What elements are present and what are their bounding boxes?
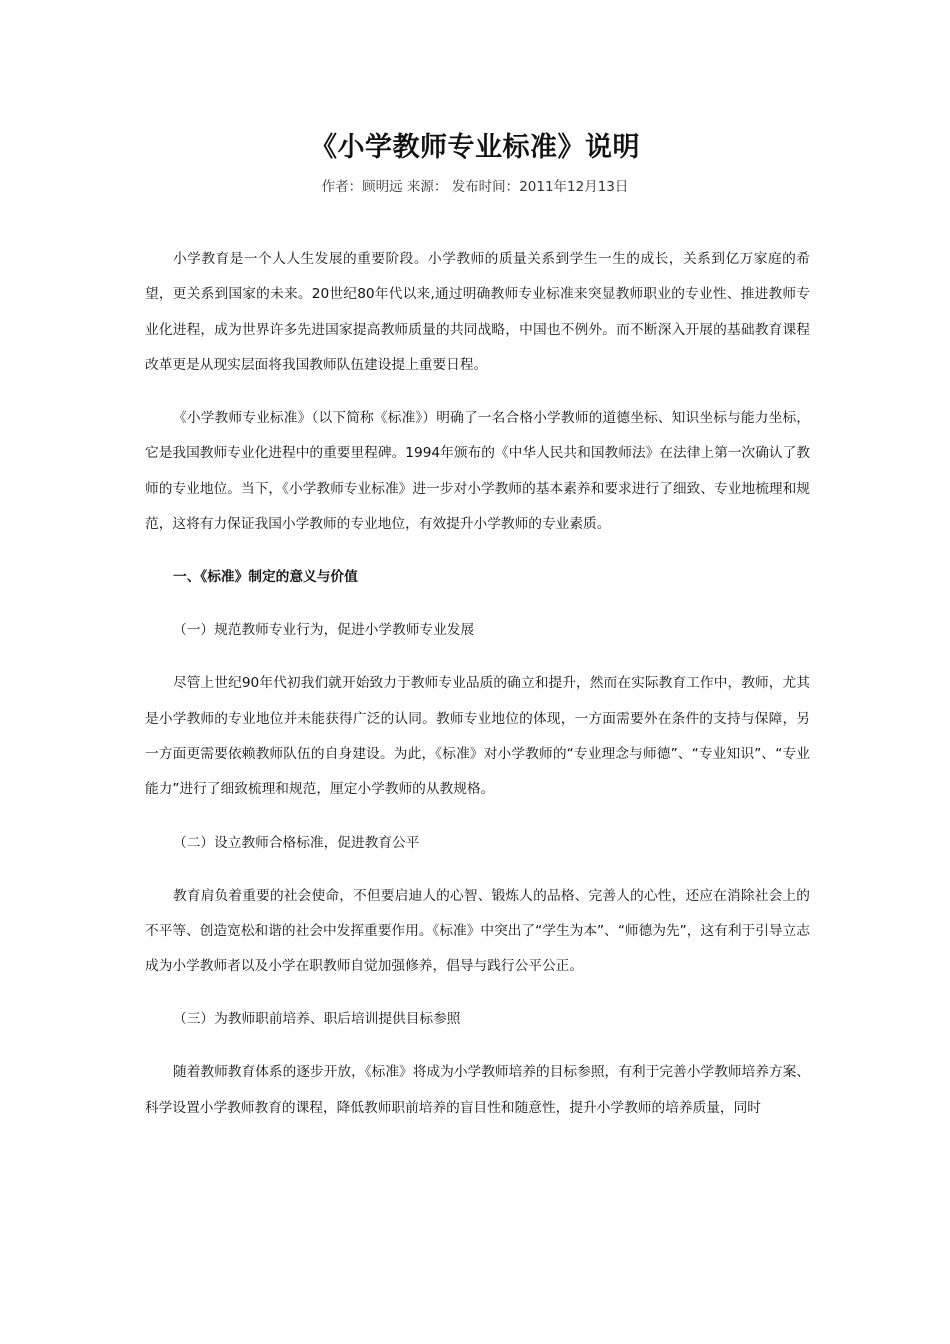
subsection-paragraph: 教育肩负着重要的社会使命，不但要启迪人的心智、锻炼人的品格、完善人的心性，还应在消除社会上的不平等、创造宽松和谐的社会中发挥重要作用。《标准》中突出了“学生为本”、“师德为先”，这有利于引导立志成为小学教师者以及小学在职教师自觉加强修养，倡导与践行公平公正。 (145, 887, 810, 975)
section-heading: 一、《标准》制定的意义与价值 (173, 569, 358, 586)
page-title: 《小学教师专业标准》说明 (310, 132, 640, 163)
subsection-heading: （一）规范教师专业行为，促进小学教师专业发展 (173, 622, 475, 639)
author-label: 作者： (321, 179, 363, 195)
author-name: 顾明远 (362, 179, 403, 195)
article-body (145, 242, 810, 1144)
date-label: 发布时间： (451, 179, 520, 195)
subsection-paragraph: 随着教师教育体系的逐步开放，《标准》将成为小学教师培养的目标参照，有利于完善小学教师培养方案、科学设置小学教师教育的课程，降低教师职前培养的盲目性和随意性，提升小学教师的培养质量，同时 (145, 1064, 810, 1116)
source-label: 来源： (406, 179, 448, 195)
paragraph-intro: 小学教育是一个人人生发展的重要阶段。小学教师的质量关系到学生一生的成长，关系到亿万家庭的希望，更关系到国家的未来。20世纪80年代以来,通过明确教师专业标准来突显教师职业的专业性、推进教师专业化进程，成为世界许多先进国家提高教师质量的共同战略，中国也不例外。而不断深入开展的基础教育课程改革更是从现实层面将我国教师队伍建设提上重要日程。 (145, 251, 810, 373)
publish-date: 2011年12月13日 (519, 179, 629, 195)
subsection-heading: （三）为教师职前培养、职后培训提供目标参照 (173, 1011, 461, 1028)
paragraph-standard-overview: 《小学教师专业标准》（以下简称《标准》）明确了一名合格小学教师的道德坐标、知识坐标与能力坐标，它是我国教师专业化进程中的重要里程碑。1994年颁布的《中华人民共和国教师法》在法律上第一次确认了教师的专业地位。当下，《小学教师专业标准》进一步对小学教师的基本素养和要求进行了细致、专业地梳理和规范，这将有力保证我国小学教师的专业地位，有效提升小学教师的专业素质。 (145, 410, 810, 533)
subsection-paragraph: 尽管上世纪90年代初我们就开始致力于教师专业品质的确立和提升，然而在实际教育工作中，教师，尤其是小学教师的专业地位并未能获得广泛的认同。教师专业地位的体现，一方面需要外在条件的支持与保障，另一方面更需要依赖教师队伍的自身建设。为此，《标准》对小学教师的“专业理念与师德”、“专业知识”、“专业能力”进行了细致梳理和规范，厘定小学教师的从教规格。 (145, 675, 810, 798)
subsection-heading: （二）设立教师合格标准，促进教育公平 (173, 834, 420, 851)
byline (0, 177, 950, 197)
